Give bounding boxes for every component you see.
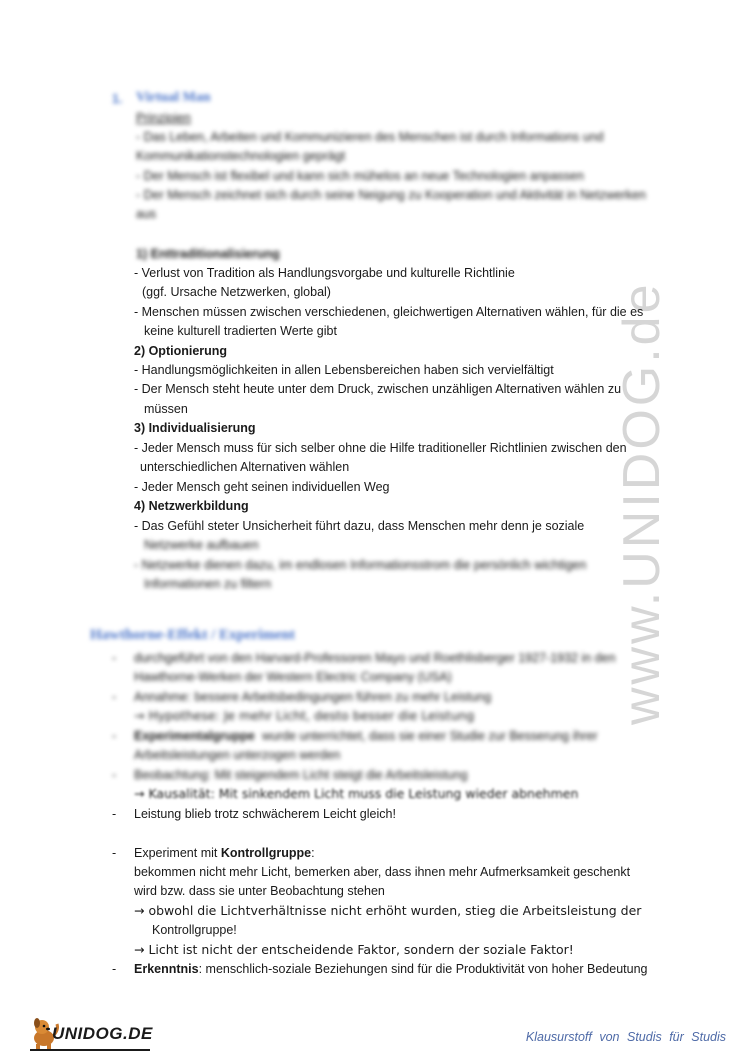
text-span: : menschlich-soziale Beziehungen sind für die Produktivität von hoher Bedeutung bbox=[198, 962, 648, 976]
watermark bbox=[612, 265, 750, 765]
text-line: → obwohl die Lichtverhältnisse nicht erhöht wurden, stieg die Arbeitsleistung der bbox=[134, 903, 642, 918]
text-line: bekommen nicht mehr Licht, bemerken aber, dass ihnen mehr Aufmerksamkeit geschenkt bbox=[134, 865, 631, 879]
heading-individualisierung: 3) Individualisierung bbox=[134, 421, 256, 435]
experiment-line bbox=[134, 845, 315, 861]
section1-bullet: - Der Mensch zeichnet sich durch seine Neigung zu Kooperation und Aktivität in Netzwerken bbox=[136, 188, 646, 202]
section1-title: Virtual Man bbox=[136, 90, 211, 105]
text-line: - Der Mensch steht heute unter dem Druck, zwischen unzähligen Alternativen wählen zu bbox=[134, 382, 622, 396]
dash: - bbox=[112, 962, 117, 976]
text-line: - Menschen müssen zwischen verschiedenen, gleichwertigen Alternativen wählen, für die es bbox=[134, 305, 644, 319]
text-line: - Jeder Mensch geht seinen individuellen Weg bbox=[134, 480, 390, 494]
text-span-bold: Erkenntnis bbox=[134, 962, 199, 976]
text-line: → Licht ist nicht der entscheidende Faktor, sondern der soziale Faktor! bbox=[134, 942, 574, 957]
text-line: - Netzwerke dienen dazu, im endlosen Informationsstrom die persönlich wichtigen bbox=[134, 558, 587, 572]
dash: - bbox=[112, 729, 117, 743]
text-span-bold: Kontrollgruppe bbox=[220, 846, 312, 860]
text-line: Beobachtung: Mit steigendem Licht steigt die Arbeitsleistung bbox=[134, 768, 468, 782]
heading-enttraditionalisierung: 1) Enttraditionalisierung bbox=[136, 247, 280, 261]
text-line: - Jeder Mensch muss für sich selber ohne die Hilfe traditioneller Richtlinien zwischen den bbox=[134, 441, 627, 455]
text-line: keine kulturell tradierten Werte gibt bbox=[144, 324, 337, 338]
dash: - bbox=[112, 690, 117, 704]
text-line: → Hypothese: Je mehr Licht, desto besser die Leistung bbox=[134, 708, 475, 723]
text-line: - Handlungsmöglichkeiten in allen Lebensbereichen haben sich vervielfältigt bbox=[134, 363, 554, 377]
heading-optionierung: 2) Optionierung bbox=[134, 344, 228, 358]
text-line: - Das Gefühl steter Unsicherheit führt dazu, dass Menschen mehr denn je soziale bbox=[134, 519, 585, 533]
text-span: : bbox=[311, 846, 315, 860]
section1-bullet: Kommunikationstechnologien geprägt bbox=[136, 149, 346, 163]
section1-subtitle: Prinzipien bbox=[136, 111, 191, 125]
text-line: unterschiedlichen Alternativen wählen bbox=[140, 460, 350, 474]
text-line: durchgeführt von den Harvard-Professoren Mayo und Roethlisberger 1927-1932 in den bbox=[134, 651, 616, 665]
text-line: → Kausalität: Mit sinkendem Licht muss die Leistung wieder abnehmen bbox=[134, 786, 579, 801]
text-line: Informationen zu filtern bbox=[144, 577, 272, 591]
footer-logo-text: UNIDOG.DE bbox=[52, 1024, 153, 1043]
text-line: müssen bbox=[144, 402, 188, 416]
text-line: Kontrollgruppe! bbox=[152, 923, 237, 937]
text-line: (ggf. Ursache Netzwerken, global) bbox=[142, 285, 331, 299]
section1-bullet: - Das Leben, Arbeiten und Kommunizieren des Menschen ist durch Informations und bbox=[136, 130, 604, 144]
text-line: Annahme: bessere Arbeitsbedingungen führen zu mehr Leistung bbox=[134, 690, 492, 704]
dash: - bbox=[112, 768, 117, 782]
text-line: Arbeitsleistungen unterzogen werden bbox=[134, 748, 341, 762]
text-line: wird bzw. dass sie unter Beobachtung stehen bbox=[134, 884, 385, 898]
section1-number: 1. bbox=[112, 92, 123, 106]
text-line: Leistung blieb trotz schwächerem Leicht gleich! bbox=[134, 807, 396, 821]
section2-title: Hawthorne-Effekt / Experiment bbox=[90, 627, 295, 643]
watermark-text: www.UNIDOG.de bbox=[613, 281, 671, 725]
heading-netzwerkbildung: 4) Netzwerkbildung bbox=[134, 499, 249, 513]
section1-bullet: aus bbox=[136, 207, 157, 221]
dash: - bbox=[112, 846, 117, 860]
text-line: wurde unterrichtet, dass sie einer Studie zur Besserung ihrer bbox=[262, 729, 598, 743]
dash: - bbox=[112, 651, 117, 665]
erkenntnis-line bbox=[134, 961, 648, 977]
text-line: Netzwerke aufbauen bbox=[144, 538, 259, 552]
footer-tagline: Klausurstoff von Studis für Studis bbox=[525, 1030, 726, 1044]
dash: - bbox=[112, 807, 117, 821]
text-line: - Verlust von Tradition als Handlungsvorgabe und kulturelle Richtlinie bbox=[134, 266, 515, 280]
text-line: Hawthorne-Werken der Western Electric Company (USA) bbox=[134, 670, 452, 684]
text-span: Experiment mit bbox=[134, 846, 221, 860]
text-line: Experimentalgruppe bbox=[134, 729, 255, 743]
section1-bullet: - Der Mensch ist flexibel und kann sich mühelos an neue Technologien anpassen bbox=[136, 169, 584, 183]
